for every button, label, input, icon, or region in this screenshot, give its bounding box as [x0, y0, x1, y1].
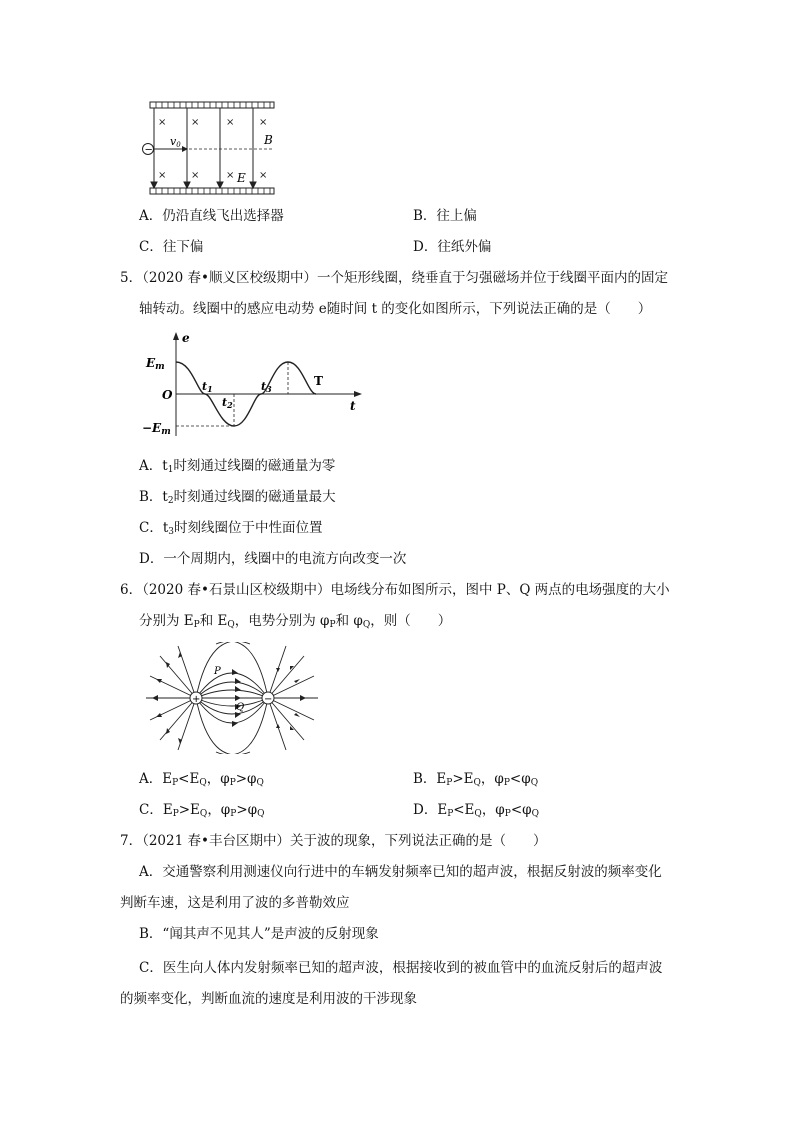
- svg-text:−: −: [144, 144, 153, 156]
- v0-label: v0: [170, 135, 181, 149]
- q5-stem-line1: 5．（2020 春•顺义区校级期中）一个矩形线圈，绕垂直于匀强磁场并位于线圈平面内的固定: [120, 270, 668, 286]
- svg-text:×: ×: [191, 170, 200, 181]
- q5-option-b: B．$t_2$时刻通过线圈的磁通量最大: [139, 489, 336, 506]
- q5-stem-line2: 轴转动。线圈中的感应电动势 e随时间 t 的变化如图所示，下列说法正确的是（ ）: [139, 301, 652, 317]
- svg-text:×: ×: [226, 117, 235, 128]
- svg-text:T: T: [314, 374, 323, 388]
- q7-option-a-line1: A．交通警察利用测速仪向行进中的车辆发射频率已知的超声波，根据反射波的频率变化: [139, 864, 662, 880]
- q7-option-c-line1: C．医生向人体内发射频率已知的超声波，根据接收到的被血管中的血流反射后的超声波: [139, 960, 663, 976]
- q5-option-c: C．$t_3$时刻线圈位于中性面位置: [139, 520, 323, 537]
- point-q-label: Q: [236, 702, 245, 713]
- svg-text:Em: Em: [146, 356, 165, 372]
- q6-stem-line1: 6．（2020 春•石景山区校级期中）电场线分布如图所示，图中 P、Q 两点的电场强度的大小: [120, 582, 670, 598]
- q4-option-a: A．仍沿直线飞出选择器: [139, 208, 284, 224]
- svg-text:−Em: −Em: [142, 421, 171, 437]
- svg-text:t1: t1: [202, 380, 213, 394]
- svg-text:+: +: [192, 694, 201, 705]
- q7-option-b: B．“闻其声不见其人”是声波的反射现象: [139, 926, 379, 942]
- q7-option-c-line2: 的频率变化，判断血流的速度是利用波的干涉现象: [120, 991, 417, 1007]
- q6-option-a: A．$E_P<E_Q$，$\varphi_P>\varphi_Q$: [139, 771, 264, 788]
- q6-option-d: D．$E_P<E_Q$，$\varphi_P<\varphi_Q$: [413, 802, 539, 819]
- q6-option-c: C．$E_P>E_Q$，$\varphi_P>\varphi_Q$: [139, 802, 265, 819]
- svg-text:×: ×: [191, 117, 200, 128]
- top-plate: [150, 102, 274, 108]
- velocity-selector-figure: [140, 98, 280, 198]
- field-lines: [146, 642, 318, 754]
- svg-text:t3: t3: [261, 380, 272, 394]
- q4-option-b: B．往上偏: [413, 208, 477, 224]
- emf-time-graph: [140, 330, 370, 442]
- q5-option-a: A．$t_1$时刻通过线圈的磁通量为零: [139, 458, 336, 475]
- svg-text:t: t: [350, 399, 356, 413]
- svg-text:×: ×: [226, 170, 235, 181]
- svg-text:e: e: [182, 331, 190, 345]
- q5-option-d: D．一个周期内，线圈中的电流方向改变一次: [139, 551, 407, 567]
- svg-text:×: ×: [158, 170, 167, 181]
- svg-text:×: ×: [259, 117, 268, 128]
- q6-option-b: B．$E_P>E_Q$，$\varphi_P<\varphi_Q$: [413, 771, 539, 788]
- q4-option-c: C．往下偏: [139, 239, 204, 255]
- q7-stem: 7．（2021 春•丰台区期中）关于波的现象，下列说法正确的是（ ）: [120, 833, 547, 849]
- bottom-plate: [150, 188, 274, 194]
- q6-stem-line2: 分别为 $E_P$和 $E_Q$，电势分别为 $\varphi_P$和 $\varphi_Q$，则（ ）: [139, 613, 452, 630]
- svg-text:O: O: [162, 388, 173, 402]
- q7-option-a-line2: 判断车速，这是利用了波的多普勒效应: [120, 895, 350, 911]
- svg-text:×: ×: [259, 170, 268, 181]
- electric-field-lines-figure: [140, 642, 330, 754]
- point-p-label: P: [214, 666, 221, 677]
- svg-text:−: −: [264, 694, 273, 705]
- q4-option-d: D．往纸外偏: [413, 239, 492, 255]
- b-label: B: [264, 133, 273, 147]
- e-label: E: [237, 171, 246, 185]
- svg-text:t2: t2: [222, 396, 233, 410]
- svg-text:×: ×: [158, 117, 167, 128]
